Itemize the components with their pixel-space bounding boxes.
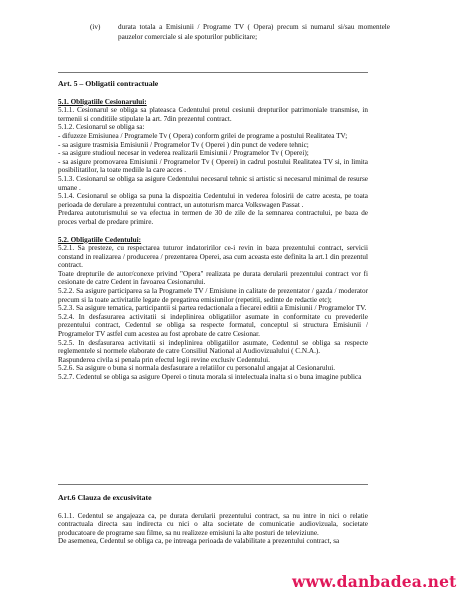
s527: 5.2.7. Cedentul se obliga sa asigure Operei o tinuta morala si intelectuala inalta si o buna imagine publica	[58, 373, 362, 381]
s52-title: 5.2. Obligatiile Cedentului:	[58, 235, 142, 244]
s513: 5.1.3. Cesionarul se obliga sa asigure Cedentului necesarul tehnic si artistic si necesarul minimal de resurse umane .	[58, 174, 368, 192]
list-item-iv	[90, 22, 390, 42]
section-divider-2	[58, 484, 368, 485]
art6-section	[58, 494, 368, 546]
list-item-text: durata totala a Emisiunii / Programe TV ( Opera) precum si numarul si/sau momentele pauzelor comerciale si ale spoturilor publicitare;	[118, 23, 390, 41]
s512: 5.1.2. Cesionarul se obliga sa:	[58, 123, 145, 132]
s514: 5.1.4. Cesionarul se obliga sa puna la dispozitia Cedentului in vederea folosirii de catre acesta, pe toata perioada de derulare a prezentului contract, un autoturism marca Volkswagen Passat .	[58, 192, 368, 209]
s512-bullet-3: - sa asigure studioul necesar in vederea realizarii Emisiunii / Programelor Tv ( Operei);	[58, 149, 309, 158]
s523: 5.2.3. Sa asigure tematica, participantii si partea redactionala a fiecarei editii a Emisiunii / Programelor TV.	[58, 304, 367, 313]
s525-continued: Raspunderea civila si penala prin efectul legii revine exclusiv Cedentului.	[58, 355, 270, 364]
s51-title: 5.1. Obligatiile Cesionarului:	[58, 97, 147, 106]
s512-bullet-1: - difuzeze Emisiunea / Programele Tv ( Opera) conform grilei de programe a postului Realitatea TV;	[58, 131, 348, 140]
s511: 5.1.1. Cesionarul se obliga sa plateasca Cedentului pretul cesiunii drepturilor patrimoniale transmise, in termenii si conditiile stipulate la art. 7din prezentul contract.	[58, 106, 368, 123]
s521-continued: Toate drepturile de autor/conexe privind "Opera" realizata pe durata derularii prezentului contract vor fi cesionate de catre Cedent in favoarea Cesionarului.	[58, 269, 368, 287]
s512-bullet-2: - sa asigure trasmisia Emisiunii / Programelor Tv ( Operei ) din punct de vedere tehnic;	[58, 140, 309, 149]
art6-title: Art.6 Clauza de excusivitate	[58, 493, 152, 502]
s522: 5.2.2. Sa asigure participarea sa la Programele TV / Emisiune in calitate de prezentator / gazda / moderator precum si la toate activitatile legate de pregatirea emisiunilor (repetitii, sedinte de redactie etc);	[58, 287, 368, 304]
art5-title: Art. 5 – Obligatii contractuale	[58, 79, 159, 88]
art5-section	[58, 80, 368, 382]
s525: 5.2.5. In desfasurarea activitatii si indeplinirea obligatiilor asumate, Cedentul se obliga sa respecte reglementele si normele elaborate de catre Consiliul National al Audiovizualului ( C.N.A.).	[58, 338, 368, 356]
s514-continued: Predarea autoturismului se va efectua in termen de 30 de zile de la semnarea contractului, pe baza de proces verbal de predare primire.	[58, 209, 368, 226]
s521: 5.2.1. Sa presteze, cu respectarea tuturor indatoririlor ce-i revin in baza prezentului contract, servicii constand in realizarea / producerea / prezentarea Operei, asa cum aceasta este definita la art.1 din prezentul contract.	[58, 244, 368, 270]
s526: 5.2.6. Sa asigure o buna si normala desfasurare a relatiilor cu personalul angajat al Cesionarului.	[58, 364, 336, 373]
site-watermark: www.danbadea.net	[292, 572, 457, 591]
s524: 5.2.4. In desfasurarea activitatii si indeplinirea obligatiilor asumate in conformitate cu prevederile prezentului contract, Cedentul se obliga sa respecte formatul, conceptul si structura Emisiunii / Programelor TV astfel cum acestea au fost aprobate de catre Cesionar.	[58, 312, 368, 339]
list-item-number: (iv)	[90, 23, 101, 31]
s512-bullet-4: - sa asigure promovarea Emisiunii / Programelor Tv ( Operei) in cadrul postului Realitatea TV si, in limita posibilitatilor, la toate mediile la care acces .	[58, 157, 368, 175]
s611: 6.1.1. Cedentul se angajeaza ca, pe durata derularii prezentului contract, sa nu intre in nici o relatie contractuala directa sau indirecta cu nici o alta societate de comunicatie audiovizuala, societate producatoare de programe sau filme, sa nu realizeze emisiuni la alte posturi de televiziune.	[58, 511, 368, 537]
section-divider	[58, 72, 368, 73]
s611-continued: De asemenea, Cedentul se obliga ca, pe intreaga perioada de valabilitate a prezentului contract, sa	[58, 537, 340, 546]
